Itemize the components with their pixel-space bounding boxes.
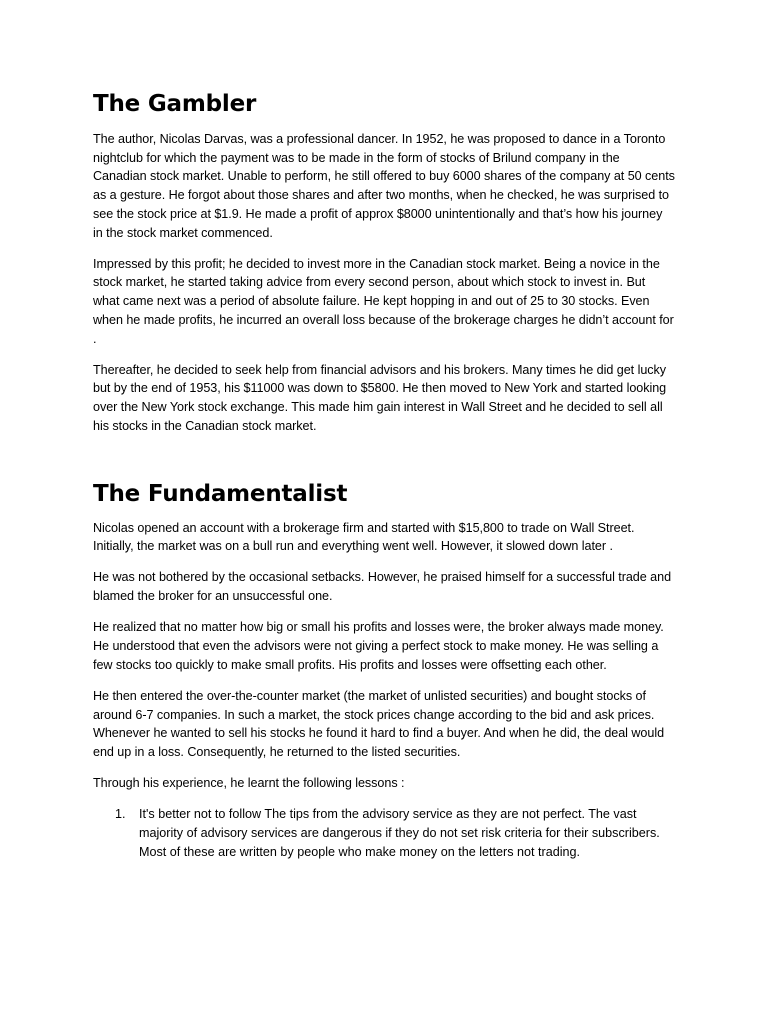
section-the-fundamentalist xyxy=(93,478,675,862)
section-heading: The Fundamentalist xyxy=(93,480,348,507)
paragraph: He realized that no matter how big or small his profits and losses were, the broker always made money. He understood that even the advisors were not giving a perfect stock to make money. He was selling a few stocks too quickly to make small profits. His profits and losses were offsetting each other. xyxy=(93,620,664,672)
paragraph: He was not bothered by the occasional setbacks. However, he praised himself for a successful trade and blamed the broker for an unsuccessful one. xyxy=(93,570,672,604)
list-item xyxy=(93,805,675,861)
paragraph: Thereafter, he decided to seek help from financial advisors and his brokers. Many times he did get lucky but by the end of 1953, his $11000 was down to $5800. He then moved to New York and started looking over the New York stock exchange. This made him gain interest in Wall Street and he decided to sell all his stocks in the Canadian stock market. xyxy=(93,362,667,433)
section-the-gambler xyxy=(93,88,675,436)
paragraph: Nicolas opened an account with a brokerage firm and started with $15,800 to trade on Wall Street. Initially, the market was on a bull run and everything went well. However, it slowed down later . xyxy=(93,520,635,554)
paragraph: Through his experience, he learnt the following lessons : xyxy=(93,776,405,791)
lessons-list xyxy=(93,805,675,861)
document-page xyxy=(93,88,675,862)
list-item-number: 1. xyxy=(115,807,126,822)
paragraph: Impressed by this profit; he decided to invest more in the Canadian stock market. Being a novice in the stock market, he started taking advice from every second person, about which stock to invest in. But what came next was a period of absolute failure. He kept hopping in and out of 25 to 30 stocks. Even when he made profits, he incurred an overall loss because of the brokerage charges he didn’t account for . xyxy=(93,256,674,346)
list-item-text: It's better not to follow The tips from the advisory service as they are not perfect. The vast majority of advisory services are dangerous if they do not set risk criteria for their subscribers. Most of these are written by people who make money on the letters not trading. xyxy=(139,807,660,859)
paragraph: The author, Nicolas Darvas, was a professional dancer. In 1952, he was proposed to dance in a Toronto nightclub for which the payment was to be made in the form of stocks of Brilund company in the Canadian stock market. Unable to perform, he still offered to buy 6000 shares of the company at 50 cents as a gesture. He forgot about those shares and after two months, when he checked, he was surprised to see the stock price at $1.9. He made a profit of approx $8000 unintentionally and that’s how his journey in the stock market commenced. xyxy=(93,132,675,240)
paragraph: He then entered the over-the-counter market (the market of unlisted securities) and bought stocks of around 6-7 companies. In such a market, the stock prices change according to the bid and ask prices. Whenever he wanted to sell his stocks he found it hard to find a buyer. And when he did, the deal would end up in a loss. Consequently, he returned to the listed securities. xyxy=(93,688,665,760)
section-heading: The Gambler xyxy=(93,91,257,117)
